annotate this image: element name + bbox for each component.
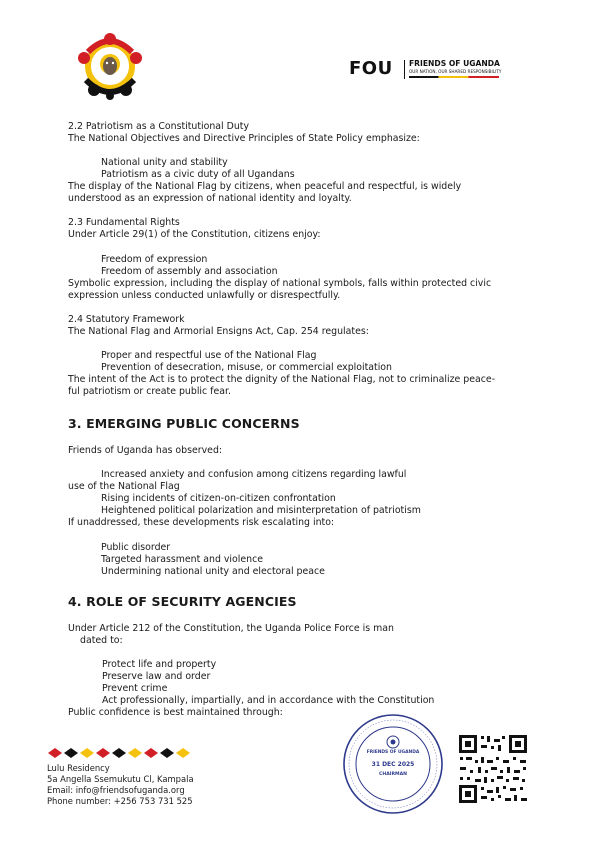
footer-phone: Phone number: +256 753 731 525	[47, 796, 193, 806]
list-item: Increased anxiety and confusion among citizens regarding lawful	[101, 469, 407, 480]
section-2-2-intro: The National Objectives and Directive Principles of State Policy emphasize:	[68, 133, 420, 144]
section-4-intro-continuation: dated to:	[80, 635, 123, 646]
qr-code[interactable]	[456, 732, 530, 806]
list-item: Public disorder	[101, 542, 171, 553]
section-3-risk: If unaddressed, these developments risk escalating into:	[68, 517, 335, 528]
section-4-heading: 4. ROLE OF SECURITY AGENCIES	[68, 594, 297, 609]
section-2-3-heading: 2.3 Fundamental Rights	[68, 217, 180, 228]
footer-address-line: 5a Angella Ssemukutu Cl, Kampala	[47, 774, 194, 784]
decorative-pattern	[46, 744, 194, 756]
list-item: Protect life and property	[102, 659, 217, 670]
paragraph-line: Symbolic expression, including the display of national symbols, falls within protected civic	[68, 278, 492, 289]
brand-divider	[404, 60, 405, 79]
section-4-intro: Under Article 212 of the Constitution, the Uganda Police Force is man	[68, 623, 394, 634]
paragraph-line: ful patriotism or create public fear.	[68, 386, 231, 397]
stamp-org: FRIENDS OF UGANDA	[366, 750, 420, 755]
list-item: Freedom of expression	[101, 254, 208, 265]
list-item-continuation: use of the National Flag	[68, 481, 180, 492]
list-item: Prevent crime	[102, 683, 168, 694]
section-4-closing: Public confidence is best maintained through:	[68, 707, 283, 718]
brand-color-bar	[409, 76, 499, 78]
section-3-heading: 3. EMERGING PUBLIC CONCERNS	[68, 416, 300, 431]
list-item: Heightened political polarization and misinterpretation of patriotism	[101, 505, 421, 516]
stamp-date: 31 DEC 2025	[371, 761, 415, 768]
paragraph-line: understood as an expression of national identity and loyalty.	[68, 193, 352, 204]
logo-emblem	[74, 30, 146, 102]
list-item: Preserve law and order	[102, 671, 211, 682]
section-3-intro: Friends of Uganda has observed:	[68, 445, 223, 456]
list-item: Proper and respectful use of the National Flag	[101, 350, 317, 361]
brand-name: FRIENDS OF UGANDA	[409, 59, 500, 68]
list-item: Rising incidents of citizen-on-citizen confrontation	[101, 493, 336, 504]
list-item: Patriotism as a civic duty of all Ugandans	[101, 169, 295, 180]
brand-header	[349, 58, 504, 82]
footer-address-line: Lulu Residency	[47, 763, 110, 773]
paragraph-line: The display of the National Flag by citizens, when peaceful and respectful, is widely	[68, 181, 462, 192]
list-item: Act professionally, impartially, and in accordance with the Constitution	[102, 695, 435, 706]
section-2-4-intro: The National Flag and Armorial Ensigns Act, Cap. 254 regulates:	[68, 326, 369, 337]
brand-tagline: OUR NATION, OUR SHARED RESPONSIBILITY	[409, 69, 502, 74]
paragraph-line: The intent of the Act is to protect the dignity of the National Flag, not to criminalize peace-	[68, 374, 496, 385]
official-stamp	[341, 712, 445, 816]
list-item: Freedom of assembly and association	[101, 266, 278, 277]
list-item: Prevention of desecration, misuse, or commercial exploitation	[101, 362, 392, 373]
section-2-2-heading: 2.2 Patriotism as a Constitutional Duty	[68, 121, 250, 132]
section-2-4-heading: 2.4 Statutory Framework	[68, 314, 185, 325]
list-item: National unity and stability	[101, 157, 228, 168]
brand-short: FOU	[349, 58, 393, 79]
list-item: Undermining national unity and electoral peace	[101, 566, 325, 577]
section-2-3-intro: Under Article 29(1) of the Constitution, citizens enjoy:	[68, 229, 321, 240]
paragraph-line: expression unless conducted unlawfully or disrespectfully.	[68, 290, 341, 301]
stamp-role: CHAIRMAN	[379, 772, 407, 777]
footer-email[interactable]: Email: info@friendsofuganda.org	[47, 785, 185, 795]
list-item: Targeted harassment and violence	[101, 554, 263, 565]
